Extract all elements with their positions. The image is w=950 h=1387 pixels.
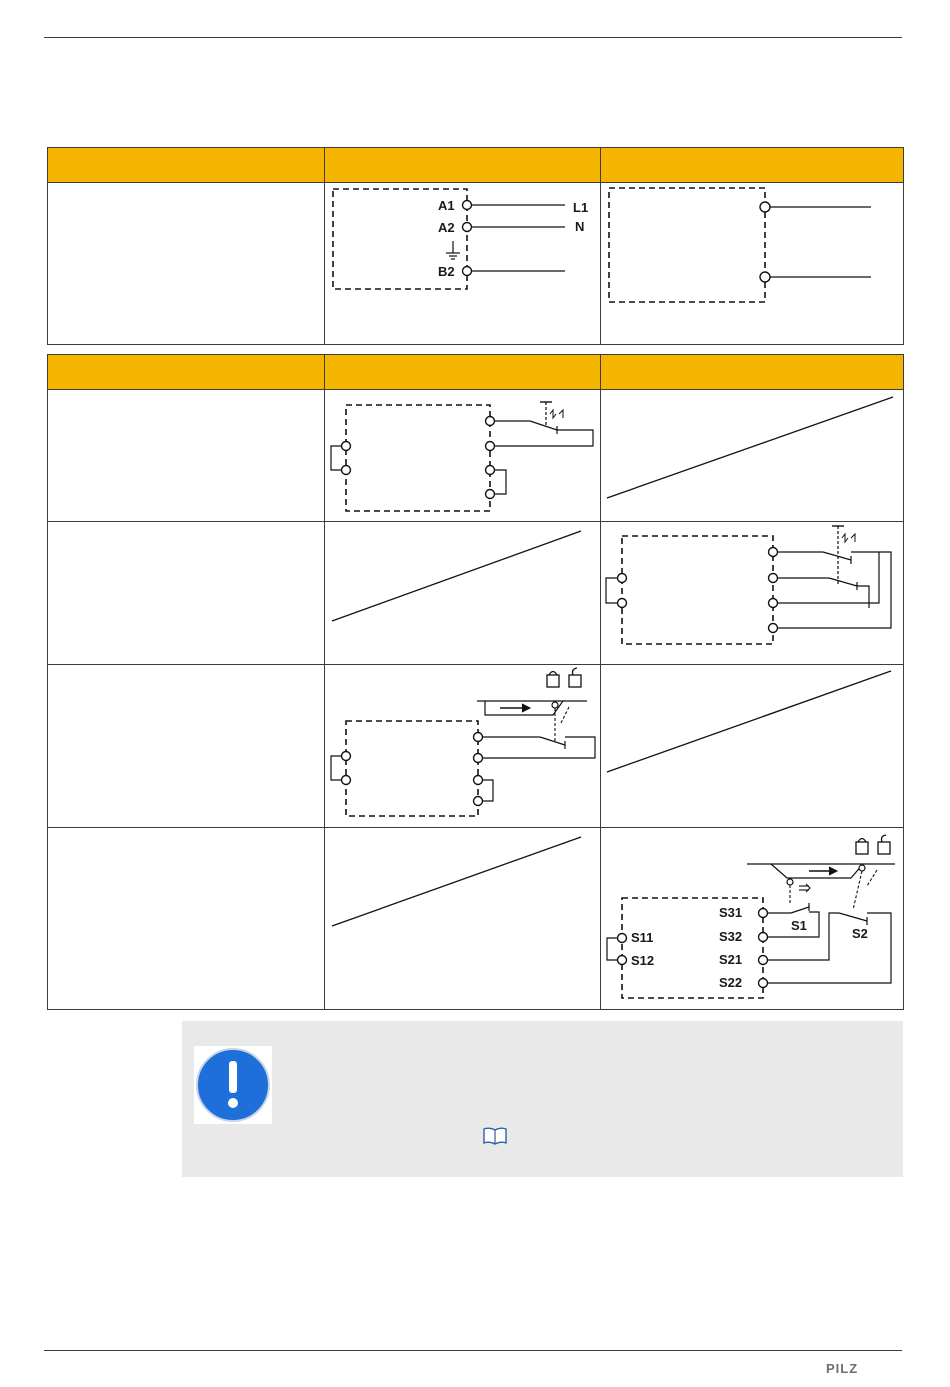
table-row bbox=[48, 390, 904, 522]
not-applicable-slash bbox=[325, 522, 601, 663]
dual-channel-gate-cell bbox=[601, 828, 904, 1010]
not-applicable-slash bbox=[601, 665, 904, 826]
input-circuit-table bbox=[47, 354, 904, 1010]
header-cell bbox=[601, 355, 904, 390]
switch-label-s2: S2 bbox=[852, 926, 868, 941]
ac-supply-cell bbox=[325, 183, 601, 345]
table-row bbox=[48, 522, 904, 665]
description-cell bbox=[48, 183, 325, 345]
header-rule bbox=[44, 37, 902, 38]
header-cell bbox=[601, 148, 904, 183]
terminal-label-a1: A1 bbox=[438, 198, 455, 213]
supply-voltage-table bbox=[47, 147, 904, 345]
notice-icon-frame bbox=[194, 1046, 272, 1124]
description-cell bbox=[48, 390, 325, 522]
pilz-logo: PILZ bbox=[826, 1361, 859, 1376]
not-applicable-cell bbox=[325, 522, 601, 665]
dc-supply-cell bbox=[601, 183, 904, 345]
single-channel-estop-cell bbox=[325, 390, 601, 522]
terminal-label-s21: S21 bbox=[719, 952, 743, 967]
description-cell bbox=[48, 522, 325, 665]
table-row bbox=[48, 665, 904, 828]
not-applicable-cell bbox=[325, 828, 601, 1010]
not-applicable-cell bbox=[601, 390, 904, 522]
not-applicable-slash bbox=[601, 390, 904, 520]
header-cell bbox=[325, 148, 601, 183]
not-applicable-slash bbox=[325, 828, 601, 1008]
line-label-n: N bbox=[575, 219, 585, 234]
header-cell bbox=[48, 148, 325, 183]
dual-channel-gate-diagram bbox=[601, 828, 904, 1008]
description-cell bbox=[48, 828, 325, 1010]
table-header-row bbox=[48, 148, 904, 183]
line-label-l1: L1 bbox=[573, 200, 589, 215]
dual-channel-estop-cell bbox=[601, 522, 904, 665]
terminal-label-s11: S11 bbox=[631, 930, 654, 945]
not-applicable-cell bbox=[601, 665, 904, 828]
terminal-label-a2: A2 bbox=[438, 220, 455, 235]
terminal-label-s22: S22 bbox=[719, 975, 743, 990]
header-cell bbox=[325, 355, 601, 390]
header-cell bbox=[48, 355, 325, 390]
terminal-label-s12: S12 bbox=[631, 953, 655, 968]
switch-label-s1: S1 bbox=[791, 918, 807, 933]
single-channel-gate-diagram bbox=[325, 665, 601, 826]
table-header-row bbox=[48, 355, 904, 390]
description-cell bbox=[48, 665, 325, 828]
terminal-label-s32: S32 bbox=[719, 929, 743, 944]
terminal-label-s31: S31 bbox=[719, 905, 743, 920]
single-channel-estop-diagram bbox=[325, 390, 601, 520]
table-row bbox=[48, 828, 904, 1010]
footer-rule bbox=[44, 1350, 902, 1351]
ac-supply-diagram bbox=[325, 183, 601, 343]
notice-box bbox=[182, 1021, 903, 1177]
terminal-label-b2: B2 bbox=[438, 264, 455, 279]
dual-channel-estop-diagram bbox=[601, 522, 904, 663]
single-channel-gate-cell bbox=[325, 665, 601, 828]
book-icon[interactable] bbox=[482, 1126, 508, 1146]
dc-supply-diagram bbox=[601, 183, 904, 343]
exclamation-icon bbox=[194, 1046, 272, 1124]
table-row bbox=[48, 183, 904, 345]
